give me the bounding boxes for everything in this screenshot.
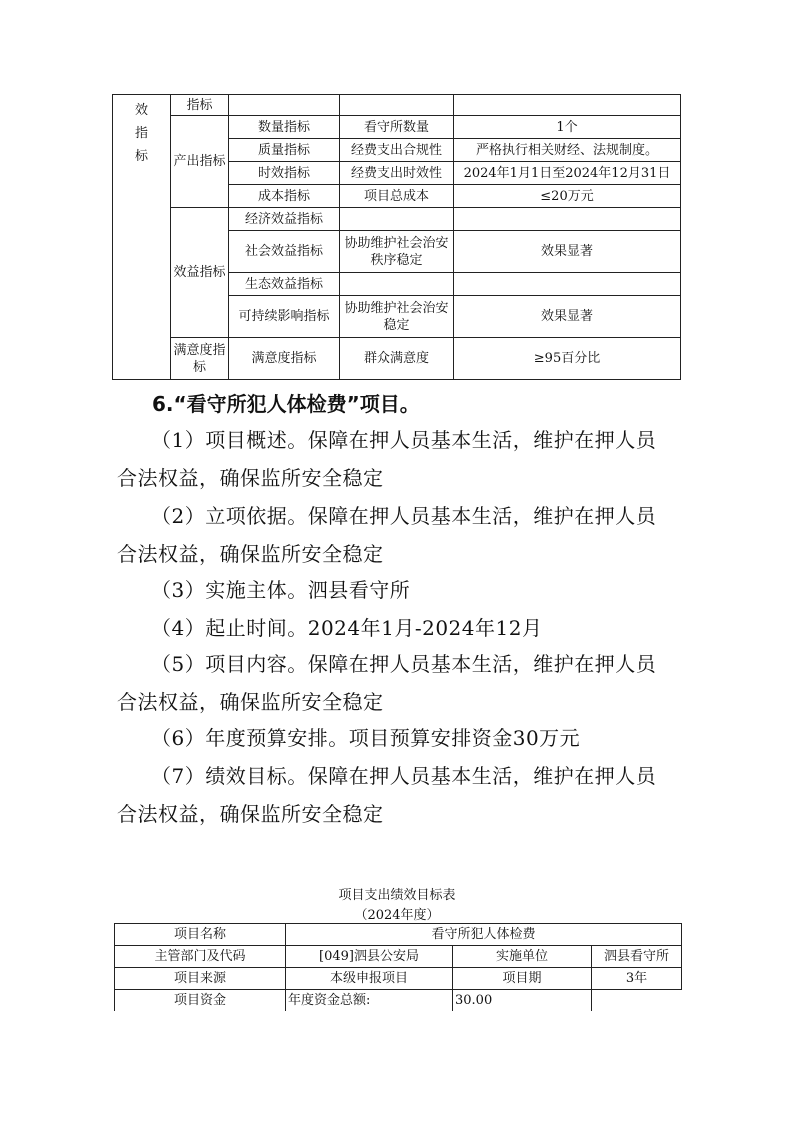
paragraph-line: 合法权益，确保监所安全稳定 — [117, 690, 384, 714]
project-name-label: 项目名称 — [115, 924, 286, 946]
table-cell — [454, 273, 681, 296]
table-cell: 满意度指标 — [229, 338, 340, 380]
paragraph-line: （1）项目概述。保障在押人员基本生活，维护在押人员 — [151, 428, 657, 452]
paragraph-line: （7）绩效目标。保障在押人员基本生活，维护在押人员 — [151, 764, 657, 788]
dept-value: [049]泗县公安局 — [286, 946, 453, 968]
table-cell: 看守所数量 — [340, 116, 454, 139]
paragraph-line: （4）起止时间。2024年1月-2024年12月 — [151, 616, 543, 640]
table-cell: 群众满意度 — [340, 338, 454, 380]
funds-label: 项目资金 — [115, 990, 286, 1012]
table-cell — [454, 208, 681, 231]
table-cell — [340, 208, 454, 231]
period-label: 项目期 — [453, 968, 592, 990]
table-cell: 时效指标 — [229, 162, 340, 185]
table-cell: 效果显著 — [454, 231, 681, 273]
annual-total-value: 30.00 — [453, 990, 592, 1012]
table-caption: 项目支出绩效目标表 — [338, 888, 456, 903]
source-label: 项目来源 — [115, 968, 286, 990]
table-cell: 经费支出合规性 — [340, 139, 454, 162]
table-cell: 2024年1月1日至2024年12月31日 — [454, 162, 681, 185]
table-cell: 严格执行相关财经、法规制度。 — [454, 139, 681, 162]
indicator-header: 指标 — [171, 95, 229, 116]
table-cell: 经济效益指标 — [229, 208, 340, 231]
table-cell: 协助维护社会治安 秩序稳定 — [340, 231, 454, 273]
table-cell — [340, 273, 454, 296]
performance-indicator-table — [112, 94, 681, 380]
source-value: 本级申报项目 — [286, 968, 453, 990]
annual-total-label: 年度资金总额: — [286, 990, 453, 1012]
table-cell: ≥95百分比 — [454, 338, 681, 380]
table-cell: 可持续影响指标 — [229, 296, 340, 338]
period-value: 3年 — [592, 968, 682, 990]
table-cell: 社会效益指标 — [229, 231, 340, 273]
table-cell: ≤20万元 — [454, 185, 681, 208]
paragraph-line: 合法权益，确保监所安全稳定 — [117, 542, 384, 566]
table-cell: 经费支出时效性 — [340, 162, 454, 185]
table-cell: 项目总成本 — [340, 185, 454, 208]
project-target-table — [114, 923, 682, 1011]
table-cell: 生态效益指标 — [229, 273, 340, 296]
output-indicator-label: 产出指标 — [171, 116, 229, 208]
table-cell: 成本指标 — [229, 185, 340, 208]
table-cell: 效果显著 — [454, 296, 681, 338]
table-cell: 质量指标 — [229, 139, 340, 162]
impl-value: 泗县看守所 — [592, 946, 682, 968]
section-heading: 6.“看守所犯人体检费”项目。 — [152, 392, 420, 416]
satisfaction-indicator-label: 满意度指 标 — [171, 338, 229, 380]
paragraph-line: （5）项目内容。保障在押人员基本生活，维护在押人员 — [151, 652, 657, 676]
paragraph-line: （3）实施主体。泗县看守所 — [151, 578, 411, 602]
paragraph-line: （2）立项依据。保障在押人员基本生活，维护在押人员 — [151, 504, 657, 528]
benefit-indicator-label: 效益指标 — [171, 208, 229, 338]
paragraph-line: （6）年度预算安排。项目预算安排资金30万元 — [151, 726, 581, 750]
table-cell: 协助维护社会治安 稳定 — [340, 296, 454, 338]
table-cell: 1个 — [454, 116, 681, 139]
dept-label: 主管部门及代码 — [115, 946, 286, 968]
impl-label: 实施单位 — [453, 946, 592, 968]
table-subcaption: （2024年度） — [354, 908, 440, 923]
category-effect-indicator: 效 指 标 — [113, 95, 171, 380]
paragraph-line: 合法权益，确保监所安全稳定 — [117, 802, 384, 826]
project-name-value: 看守所犯人体检费 — [286, 924, 682, 946]
table-cell: 数量指标 — [229, 116, 340, 139]
paragraph-line: 合法权益，确保监所安全稳定 — [117, 466, 384, 490]
